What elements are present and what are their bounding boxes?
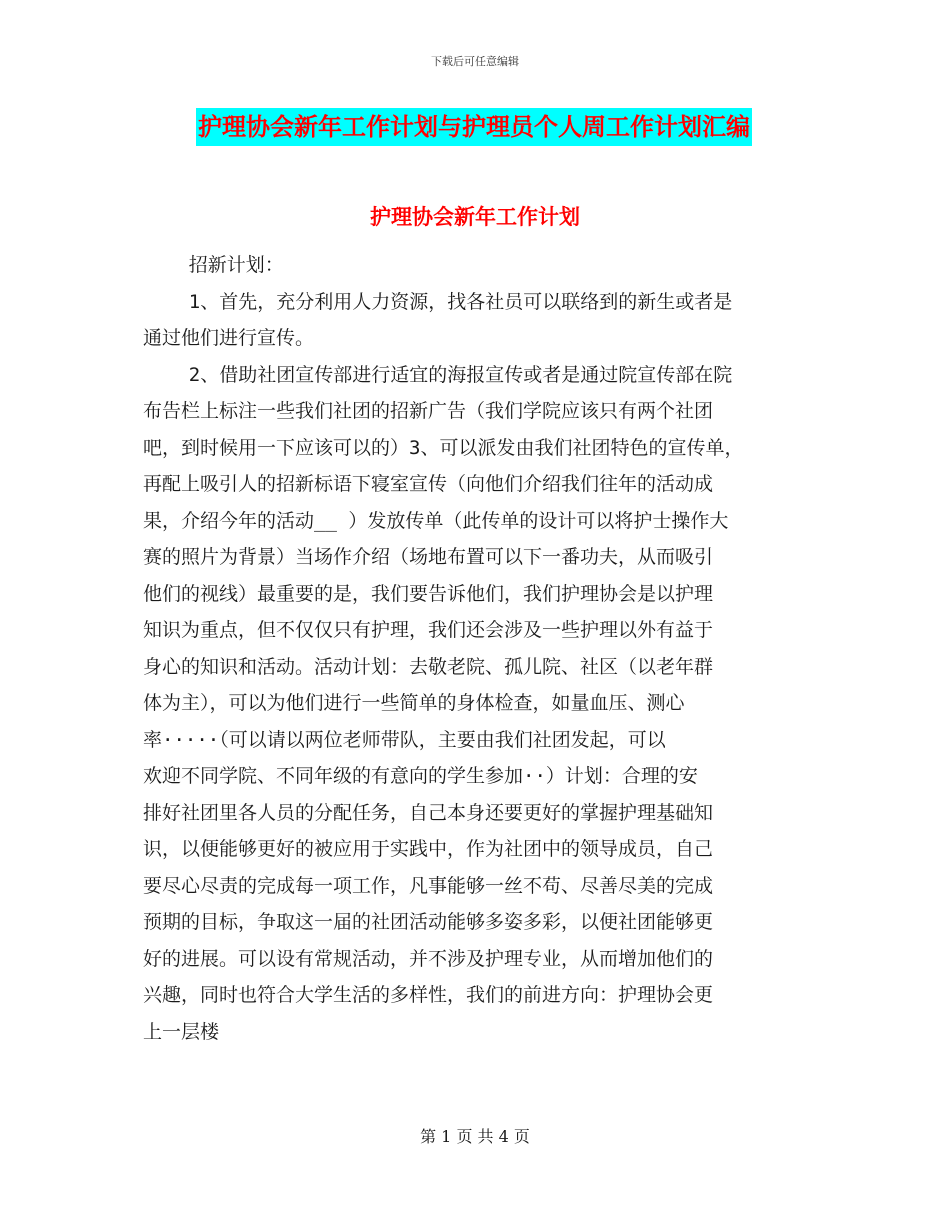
text-line: 上一层楼 — [143, 1020, 220, 1043]
header-note: 下载后可任意编辑 — [431, 55, 519, 68]
text-line: 排好社团里各人员的分配任务，自己本身还要更好的掌握护理基础知 — [143, 801, 714, 824]
text-line: 布告栏上标注一些我们社团的招新广告（我们学院应该只有两个社团 — [143, 400, 714, 422]
text-line: 招新计划： — [143, 254, 284, 276]
text-line: 通过他们进行宣传。 — [143, 327, 315, 349]
section-title: 护理协会新年工作计划 — [370, 204, 580, 229]
body-text — [143, 247, 803, 1050]
text-line: 再配上吸引人的招新标语下寝室宣传（向他们介绍我们往年的活动成 — [143, 473, 714, 495]
text-line: 吧，到时候用一下应该可以的）3、可以派发由我们社团特色的宣传单， — [143, 436, 744, 459]
page-footer: 第 1 页 共 4 页 — [420, 1127, 530, 1146]
text-line: 好的进展。可以设有常规活动，并不涉及护理专业，从而增加他们的 — [143, 947, 714, 970]
text-line: 欢迎不同学院、不同年级的有意向的学生参加··）计划：合理的安 — [143, 765, 698, 787]
text-line: 预期的目标，争取这一届的社团活动能够多姿多彩，以便社团能够更 — [143, 911, 714, 933]
text-line: 兴趣，同时也符合大学生活的多样性，我们的前进方向：护理协会更 — [143, 984, 714, 1006]
text-line: 体为主），可以为他们进行一些简单的身体检查，如量血压、测心 — [143, 692, 685, 714]
text-line: 率·····（可以请以两位老师带队，主要由我们社团发起，可以 — [143, 728, 666, 751]
text-line: 1、首先，充分利用人力资源，找各社员可以联络到的新生或者是 — [143, 290, 733, 313]
text-line: 身心的知识和活动。活动计划：去敬老院、孤儿院、社区（以老年群 — [143, 655, 714, 678]
document-title: 护理协会新年工作计划与护理员个人周工作计划汇编 — [196, 108, 752, 146]
text-line: 识，以便能够更好的被应用于实践中，作为社团中的领导成员，自己 — [143, 838, 714, 860]
text-line: 赛的照片为背景）当场作介绍（场地布置可以下一番功夫，从而吸引 — [143, 546, 714, 568]
text-line: 他们的视线）最重要的是，我们要告诉他们，我们护理协会是以护理 — [143, 582, 714, 605]
text-line: 果，介绍今年的活动__ ）发放传单（此传单的设计可以将护士操作大 — [143, 509, 729, 532]
text-line: 2、借助社团宣传部进行适宜的海报宣传或者是通过院宣传部在院 — [143, 363, 733, 386]
text-line: 知识为重点，但不仅仅只有护理，我们还会涉及一些护理以外有益于 — [143, 619, 714, 641]
text-line: 要尽心尽责的完成每一项工作，凡事能够一丝不苟、尽善尽美的完成 — [143, 874, 714, 897]
